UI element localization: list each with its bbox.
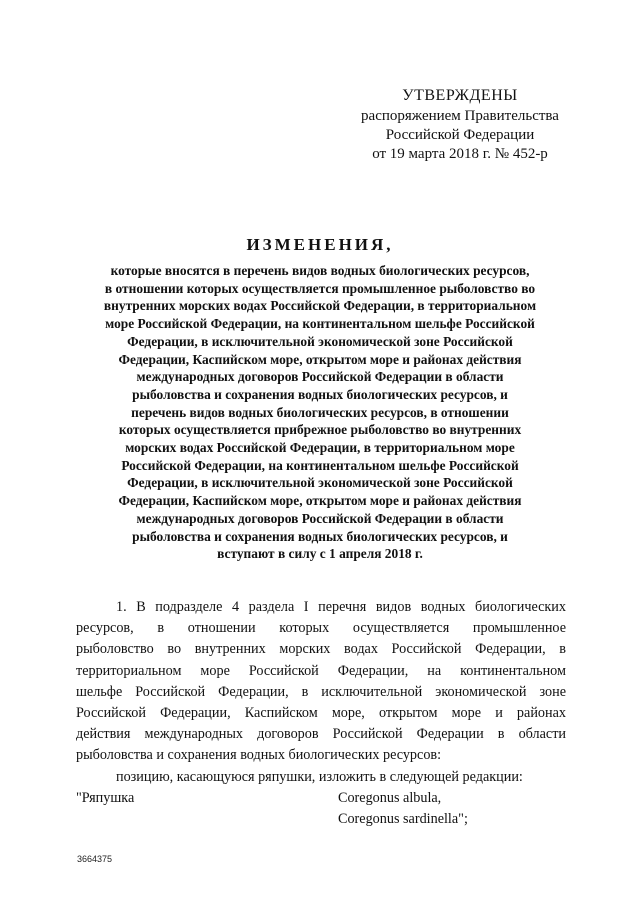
document-number: 3664375 [77,854,113,864]
subtitle-line: вступают в силу с 1 апреля 2018 г. [217,546,423,562]
paragraph-line: действия международных договоров Российской Федерации в области [76,726,566,743]
approval-date-number: от 19 марта 2018 г. № 452-р [372,146,548,162]
subtitle-line: международных договоров Российской Федерации в области [136,369,504,385]
subtitle-line: рыболовства и сохранения водных биологических ресурсов, и [132,528,508,544]
approval-line: распоряжением Правительства [361,108,559,124]
paragraph-line: рыболовство во внутренних морских водах Российской Федерации, в [76,641,566,658]
subtitle-line: перечень видов водных биологических ресурсов, в отношении [131,404,509,420]
subtitle-line: международных договоров Российской Федерации в области [136,510,504,526]
document-title: ИЗМЕНЕНИЯ, [246,235,394,254]
species-latin-name: Coregonus albula, [338,789,442,806]
paragraph-line: ресурсов, в отношении которых осуществляется промышленное [76,620,566,637]
subtitle-line: Федерации, в исключительной экономической зоне Российской [127,475,513,491]
paragraph-line: Российской Федерации, Каспийском море, открытом море и районах [76,705,566,722]
subtitle-line: море Российской Федерации, на континентальном шельфе Российской [105,316,535,332]
subtitle-line: Федерации, Каспийском море, открытом море и районах действия [118,493,522,509]
species-name: "Ряпушка [76,789,135,806]
subtitle-line: Федерации, в исключительной экономической зоне Российской [127,333,513,349]
approval-line: Российской Федерации [385,127,535,143]
paragraph-line: шельфе Российской Федерации, в исключительной экономической зоне [76,683,566,700]
subtitle-line: Российской Федерации, на континентальном шельфе Российской [121,457,519,473]
subtitle-line: которых осуществляется прибрежное рыболовство во внутренних [118,422,522,438]
paragraph-line: рыболовства и сохранения водных биологических ресурсов: [76,747,442,764]
species-latin-name: Coregonus sardinella"; [338,810,468,827]
document-subtitle [60,262,580,563]
species-entry [76,788,566,809]
paragraph-line: территориальном море Российской Федерации, на континентальном [76,662,566,679]
subtitle-line: рыболовства и сохранения водных биологических ресурсов, и [132,386,508,402]
subtitle-line: морских водах Российской Федерации, в территориальном море [125,440,515,456]
subtitle-line: Федерации, Каспийском море, открытом море и районах действия [118,351,522,367]
subtitle-line: внутренних морских водах Российской Федерации, в территориальном [103,298,537,314]
species-entry-continued [76,809,566,830]
paragraph-line: позицию, касающуюся ряпушки, изложить в следующей редакции: [116,768,523,785]
subtitle-line: в отношении которых осуществляется промышленное рыболовство во [104,280,536,296]
approval-heading: УТВЕРЖДЕНЫ [402,87,518,104]
paragraph-line: 1. В подразделе 4 раздела I перечня видов водных биологических [116,599,566,615]
subtitle-line: которые вносятся в перечень видов водных биологических ресурсов, [110,263,530,278]
approval-block [355,86,565,164]
document-body [76,597,566,830]
